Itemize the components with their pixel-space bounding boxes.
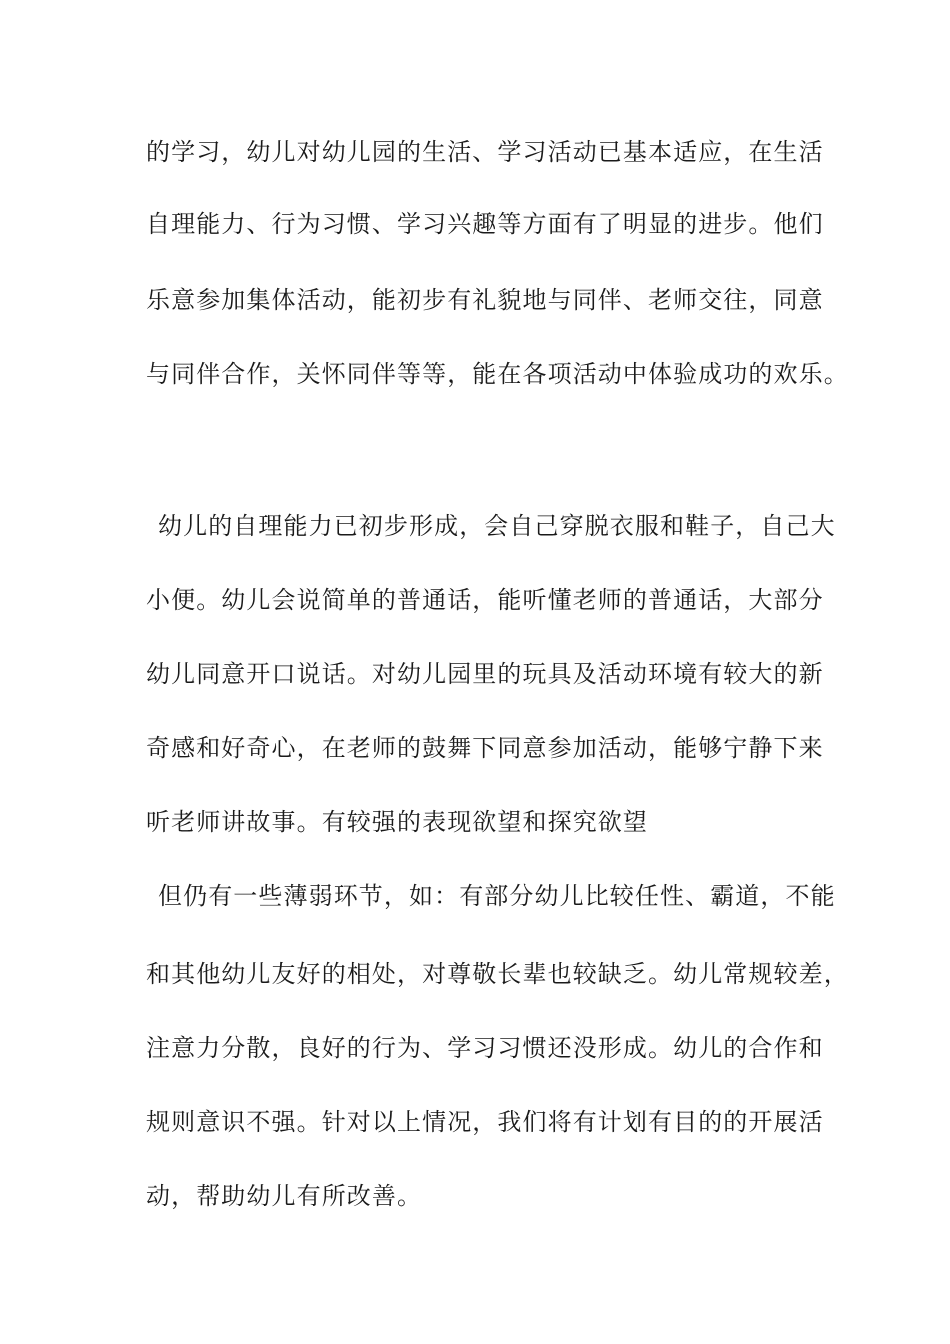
paragraph-3-line-5: 动，帮助幼儿有所改善。 — [146, 1182, 423, 1210]
paragraph-2-line-1: 幼儿的自理能力已初步形成，会自己穿脱衣服和鞋子，自己大 — [158, 512, 836, 540]
paragraph-1-line-4: 与同伴合作，关怀同伴等等，能在各项活动中体验成功的欢乐。 — [146, 360, 849, 388]
paragraph-3-line-3: 注意力分散，良好的行为、学习习惯还没形成。幼儿的合作和 — [146, 1034, 824, 1062]
paragraph-2-line-5: 听老师讲故事。有较强的表现欲望和探究欲望 — [146, 808, 648, 836]
paragraph-2-line-4: 奇感和好奇心，在老师的鼓舞下同意参加活动，能够宁静下来 — [146, 734, 824, 762]
paragraph-3-line-1: 但仍有一些薄弱环节，如：有部分幼儿比较任性、霸道，不能 — [158, 882, 836, 910]
paragraph-1-line-3: 乐意参加集体活动，能初步有礼貌地与同伴、老师交往，同意 — [146, 286, 824, 314]
paragraph-1-line-2: 自理能力、行为习惯、学习兴趣等方面有了明显的进步。他们 — [146, 210, 824, 238]
paragraph-3-line-4: 规则意识不强。针对以上情况，我们将有计划有目的的开展活 — [146, 1108, 824, 1136]
paragraph-3-line-2: 和其他幼儿友好的相处，对尊敬长辈也较缺乏。幼儿常规较差， — [146, 960, 849, 988]
paragraph-1-line-1: 的学习，幼儿对幼儿园的生活、学习活动已基本适应，在生活 — [146, 138, 824, 166]
paragraph-2-line-2: 小便。幼儿会说简单的普通话，能听懂老师的普通话，大部分 — [146, 586, 824, 614]
paragraph-2-line-3: 幼儿同意开口说话。对幼儿园里的玩具及活动环境有较大的新 — [146, 660, 824, 688]
